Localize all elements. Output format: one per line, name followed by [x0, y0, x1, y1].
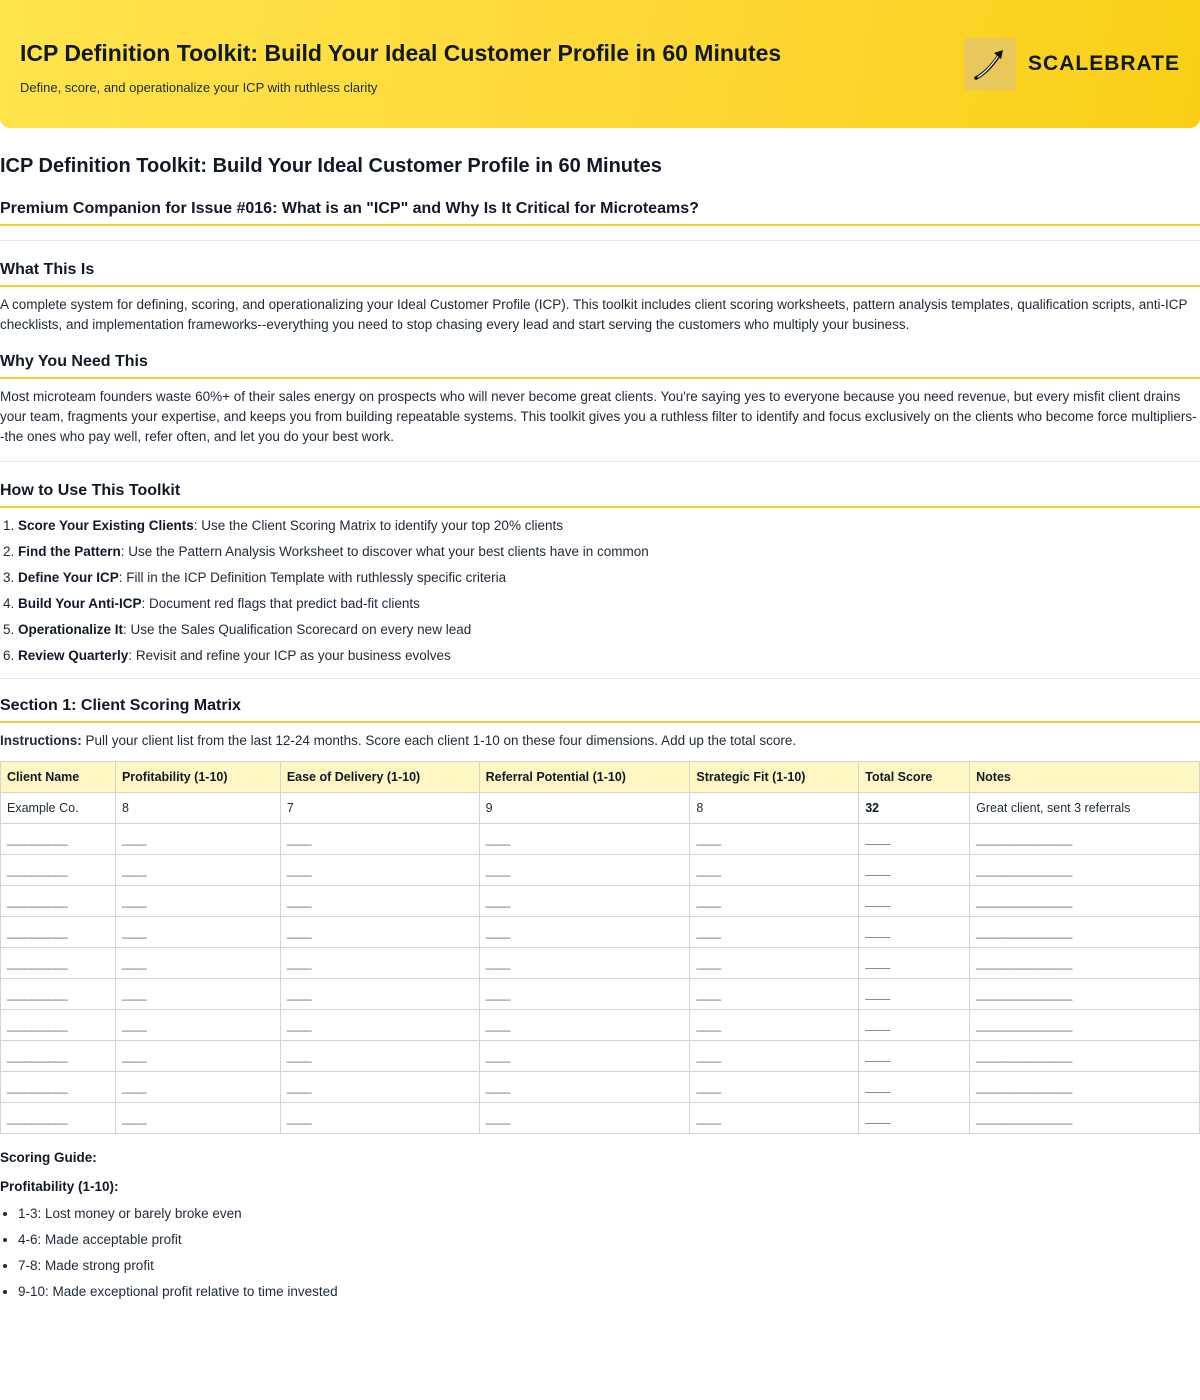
blank-input-cell[interactable]: [1, 855, 116, 886]
blank-line: ____: [865, 987, 890, 1001]
blank-line: ____: [865, 1018, 890, 1032]
table-row: [1, 1041, 1200, 1072]
blank-line: ________________: [976, 863, 1072, 877]
table-cell: 9: [479, 793, 690, 824]
blank-input-cell[interactable]: [970, 1072, 1200, 1103]
why-section: [0, 353, 1200, 447]
blank-line: ____: [865, 832, 890, 846]
blank-line: ____: [121, 956, 146, 970]
column-header: Profitability (1-10): [115, 762, 280, 793]
blank-input-cell[interactable]: [115, 1072, 280, 1103]
step-title: Score Your Existing Clients: [18, 518, 194, 533]
blank-line: ____: [696, 1080, 721, 1094]
why-body: Most microteam founders waste 60%+ of their sales energy on prospects who will never become great clients. You're saying yes to everyone because you need revenue, but every misfit client drains your team, fragments your expertise, and keeps you from building repeatable systems. This toolkit gives you a ruthless filter to identify and focus exclusively on the clients who become force multipliers--the ones who pay well, refer often, and let you do your best work.: [0, 389, 1197, 444]
blank-input-cell[interactable]: [479, 1041, 690, 1072]
step-title: Find the Pattern: [18, 544, 121, 559]
blank-line: ____: [286, 863, 311, 877]
blank-input-cell[interactable]: [1, 917, 116, 948]
blank-input-cell[interactable]: [859, 948, 970, 979]
step-text: : Use the Sales Qualification Scorecard on every new lead: [123, 622, 472, 637]
blank-line: ____: [485, 1018, 510, 1032]
blank-input-cell[interactable]: [280, 917, 479, 948]
table-cell: 7: [280, 793, 479, 824]
blank-line: __________: [7, 863, 67, 877]
blank-line: ____: [485, 832, 510, 846]
blank-input-cell[interactable]: [690, 1010, 859, 1041]
blank-input-cell[interactable]: [1, 1103, 116, 1134]
blank-input-cell[interactable]: [479, 1072, 690, 1103]
steps-list: [0, 516, 1200, 666]
blank-line: ____: [696, 1049, 721, 1063]
blank-input-cell[interactable]: [690, 948, 859, 979]
blank-input-cell[interactable]: [115, 824, 280, 855]
blank-input-cell[interactable]: [690, 1072, 859, 1103]
blank-input-cell[interactable]: [1, 1010, 116, 1041]
blank-input-cell[interactable]: [970, 855, 1200, 886]
blank-line: ____: [865, 894, 890, 908]
section1: [0, 697, 1200, 1302]
blank-line: ________________: [976, 925, 1072, 939]
blank-input-cell[interactable]: [970, 979, 1200, 1010]
blank-line: __________: [7, 987, 67, 1001]
blank-input-cell[interactable]: [859, 1072, 970, 1103]
blank-input-cell[interactable]: [690, 1103, 859, 1134]
blank-line: ____: [286, 925, 311, 939]
blank-input-cell[interactable]: [1, 1072, 116, 1103]
document-title: ICP Definition Toolkit: Build Your Ideal Customer Profile in 60 Minutes: [0, 155, 662, 177]
table-header-row: [1, 762, 1200, 793]
table-row: [1, 886, 1200, 917]
step-text: : Use the Client Scoring Matrix to identify your top 20% clients: [193, 518, 563, 533]
blank-input-cell[interactable]: [970, 1041, 1200, 1072]
step-item: [18, 516, 1200, 536]
blank-input-cell[interactable]: [280, 1041, 479, 1072]
document-body: [0, 152, 1200, 1302]
list-item: • 4-6: Made acceptable profit: [18, 1230, 1200, 1250]
blank-line: ____: [286, 987, 311, 1001]
divider: [0, 240, 1200, 241]
blank-input-cell[interactable]: [970, 1010, 1200, 1041]
list-item: • 7-8: Made strong profit: [18, 1256, 1200, 1276]
how-heading: How to Use This Toolkit: [0, 482, 1200, 508]
blank-line: ____: [121, 832, 146, 846]
blank-line: ____: [865, 925, 890, 939]
what-heading: What This Is: [0, 261, 1200, 287]
column-header: Ease of Delivery (1-10): [280, 762, 479, 793]
blank-line: ____: [485, 1080, 510, 1094]
table-row: [1, 855, 1200, 886]
instructions-text: Pull your client list from the last 12-24 months. Score each client 1-10 on these four dimensions. Add up the total score.: [81, 733, 797, 748]
blank-line: ____: [485, 1111, 510, 1125]
blank-line: ________________: [976, 956, 1072, 970]
what-section: [0, 261, 1200, 335]
instructions-label: Instructions:: [0, 733, 82, 748]
table-cell: 32: [859, 793, 970, 824]
step-text: : Document red flags that predict bad-fit clients: [141, 596, 420, 611]
blank-input-cell[interactable]: [970, 1103, 1200, 1134]
blank-line: ____: [121, 987, 146, 1001]
blank-input-cell[interactable]: [690, 917, 859, 948]
blank-line: ____: [121, 894, 146, 908]
blank-line: __________: [7, 894, 67, 908]
blank-line: ________________: [976, 1018, 1072, 1032]
blank-input-cell[interactable]: [479, 917, 690, 948]
blank-line: __________: [7, 1018, 67, 1032]
blank-input-cell[interactable]: [690, 886, 859, 917]
blank-line: ____: [121, 1111, 146, 1125]
blank-input-cell[interactable]: [115, 1041, 280, 1072]
step-text: : Revisit and refine your ICP as your business evolves: [128, 648, 451, 663]
blank-line: ____: [121, 1049, 146, 1063]
table-cell: Great client, sent 3 referrals: [970, 793, 1200, 824]
table-row: [1, 917, 1200, 948]
blank-input-cell[interactable]: [859, 1103, 970, 1134]
blank-line: ____: [485, 1049, 510, 1063]
brand-name: SCALEBRATE: [1028, 52, 1180, 75]
blank-input-cell[interactable]: [479, 1103, 690, 1134]
brand[interactable]: [964, 38, 1180, 90]
blank-line: ____: [286, 894, 311, 908]
list-item: • 9-10: Made exceptional profit relative to time invested: [18, 1282, 1200, 1302]
blank-input-cell[interactable]: [479, 948, 690, 979]
blank-input-cell[interactable]: [1, 979, 116, 1010]
blank-input-cell[interactable]: [970, 917, 1200, 948]
blank-line: ____: [286, 1111, 311, 1125]
blank-input-cell[interactable]: [690, 824, 859, 855]
profitability-label: Profitability (1-10):: [0, 1179, 119, 1194]
blank-input-cell[interactable]: [479, 1010, 690, 1041]
step-item: [18, 620, 1200, 640]
blank-line: ________________: [976, 987, 1072, 1001]
table-row: [1, 1103, 1200, 1134]
what-body: A complete system for defining, scoring, and operationalizing your Ideal Customer Profile (ICP). This toolkit includes client scoring worksheets, pattern analysis templates, qualification scripts, anti-ICP checklists, and implementation frameworks--everything you need to stop chasing every lead and start serving the customers who multiply your business.: [0, 297, 1188, 332]
blank-line: ____: [696, 894, 721, 908]
blank-input-cell[interactable]: [115, 886, 280, 917]
blank-line: __________: [7, 925, 67, 939]
table-cell: 8: [115, 793, 280, 824]
blank-line: ____: [121, 863, 146, 877]
blank-line: ____: [485, 956, 510, 970]
blank-input-cell[interactable]: [479, 824, 690, 855]
blank-line: ____: [865, 1080, 890, 1094]
step-title: Define Your ICP: [18, 570, 119, 585]
blank-input-cell[interactable]: [859, 979, 970, 1010]
rocket-arrow-icon: [964, 38, 1016, 90]
blank-input-cell[interactable]: [690, 979, 859, 1010]
instructions: [0, 731, 1200, 751]
blank-line: ____: [865, 1111, 890, 1125]
blank-line: ____: [696, 956, 721, 970]
blank-line: ____: [485, 894, 510, 908]
blank-input-cell[interactable]: [280, 1010, 479, 1041]
blank-line: __________: [7, 1080, 67, 1094]
header-banner: [0, 0, 1200, 128]
how-section: [0, 482, 1200, 666]
blank-line: __________: [7, 832, 67, 846]
blank-input-cell[interactable]: [280, 1072, 479, 1103]
table-row: [1, 948, 1200, 979]
blank-input-cell[interactable]: [479, 855, 690, 886]
blank-input-cell[interactable]: [1, 886, 116, 917]
blank-input-cell[interactable]: [970, 948, 1200, 979]
step-title: Operationalize It: [18, 622, 124, 637]
blank-input-cell[interactable]: [859, 855, 970, 886]
blank-input-cell[interactable]: [859, 1010, 970, 1041]
banner-title: ICP Definition Toolkit: Build Your Ideal Customer Profile in 60 Minutes: [20, 40, 782, 66]
blank-line: ________________: [976, 1049, 1072, 1063]
blank-input-cell[interactable]: [479, 979, 690, 1010]
banner-subtitle: Define, score, and operationalize your ICP with ruthless clarity: [20, 80, 378, 95]
table-row: [1, 1010, 1200, 1041]
blank-line: ____: [121, 1080, 146, 1094]
blank-input-cell[interactable]: [690, 1041, 859, 1072]
table-row: [1, 1072, 1200, 1103]
blank-input-cell[interactable]: [1, 948, 116, 979]
blank-line: ____: [696, 863, 721, 877]
table-cell: 8: [690, 793, 859, 824]
blank-input-cell[interactable]: [280, 1103, 479, 1134]
blank-line: ____: [485, 863, 510, 877]
blank-input-cell[interactable]: [859, 824, 970, 855]
section1-heading: Section 1: Client Scoring Matrix: [0, 697, 1200, 723]
blank-input-cell[interactable]: [280, 886, 479, 917]
blank-input-cell[interactable]: [859, 886, 970, 917]
divider: [0, 678, 1200, 679]
list-item: • 1-3: Lost money or barely broke even: [18, 1204, 1200, 1224]
blank-input-cell[interactable]: [1, 824, 116, 855]
step-text: : Fill in the ICP Definition Template with ruthlessly specific criteria: [118, 570, 507, 585]
blank-input-cell[interactable]: [479, 886, 690, 917]
blank-line: ____: [286, 832, 311, 846]
column-header: Notes: [970, 762, 1200, 793]
blank-line: ____: [286, 1049, 311, 1063]
blank-input-cell[interactable]: [859, 1041, 970, 1072]
blank-line: ____: [696, 1111, 721, 1125]
step-text: : Use the Pattern Analysis Worksheet to discover what your best clients have in common: [120, 544, 649, 559]
blank-input-cell[interactable]: [115, 855, 280, 886]
table-cell: Example Co.: [1, 793, 116, 824]
step-item: [18, 542, 1200, 562]
column-header: Total Score: [859, 762, 970, 793]
blank-line: ________________: [976, 1111, 1072, 1125]
blank-line: ____: [485, 987, 510, 1001]
blank-line: __________: [7, 1111, 67, 1125]
step-title: Build Your Anti-ICP: [18, 596, 142, 611]
blank-line: ____: [865, 956, 890, 970]
blank-line: ____: [696, 987, 721, 1001]
blank-input-cell[interactable]: [115, 1010, 280, 1041]
blank-input-cell[interactable]: [115, 948, 280, 979]
table-row: [1, 793, 1200, 824]
step-item: [18, 594, 1200, 614]
blank-line: ____: [696, 1018, 721, 1032]
blank-line: ____: [286, 1018, 311, 1032]
scoring-guide-label: Scoring Guide:: [0, 1150, 97, 1165]
step-title: Review Quarterly: [18, 648, 129, 663]
blank-line: __________: [7, 956, 67, 970]
client-scoring-table: [0, 761, 1200, 1134]
blank-line: __________: [7, 1049, 67, 1063]
table-row: [1, 824, 1200, 855]
column-header: Strategic Fit (1-10): [690, 762, 859, 793]
blank-input-cell[interactable]: [115, 1103, 280, 1134]
blank-line: ____: [696, 832, 721, 846]
blank-input-cell[interactable]: [115, 979, 280, 1010]
blank-line: ____: [121, 925, 146, 939]
blank-line: ____: [865, 1049, 890, 1063]
step-item: [18, 646, 1200, 666]
blank-input-cell[interactable]: [115, 917, 280, 948]
blank-input-cell[interactable]: [970, 886, 1200, 917]
blank-input-cell[interactable]: [970, 824, 1200, 855]
blank-line: ____: [286, 956, 311, 970]
profitability-list: [0, 1204, 1200, 1302]
blank-line: ____: [696, 925, 721, 939]
blank-input-cell[interactable]: [280, 855, 479, 886]
blank-input-cell[interactable]: [859, 917, 970, 948]
blank-input-cell[interactable]: [280, 979, 479, 1010]
blank-line: ________________: [976, 832, 1072, 846]
step-item: [18, 568, 1200, 588]
column-header: Referral Potential (1-10): [479, 762, 690, 793]
blank-input-cell[interactable]: [690, 855, 859, 886]
blank-line: ________________: [976, 1080, 1072, 1094]
blank-line: ____: [121, 1018, 146, 1032]
blank-input-cell[interactable]: [280, 824, 479, 855]
table-row: [1, 979, 1200, 1010]
blank-input-cell[interactable]: [280, 948, 479, 979]
document-subtitle: Premium Companion for Issue #016: What is an "ICP" and Why Is It Critical for Microteams?: [0, 200, 1200, 226]
divider: [0, 461, 1200, 462]
blank-input-cell[interactable]: [1, 1041, 116, 1072]
column-header: Client Name: [1, 762, 116, 793]
blank-line: ____: [865, 863, 890, 877]
blank-line: ____: [286, 1080, 311, 1094]
blank-line: ____: [485, 925, 510, 939]
blank-line: ________________: [976, 894, 1072, 908]
why-heading: Why You Need This: [0, 353, 1200, 379]
